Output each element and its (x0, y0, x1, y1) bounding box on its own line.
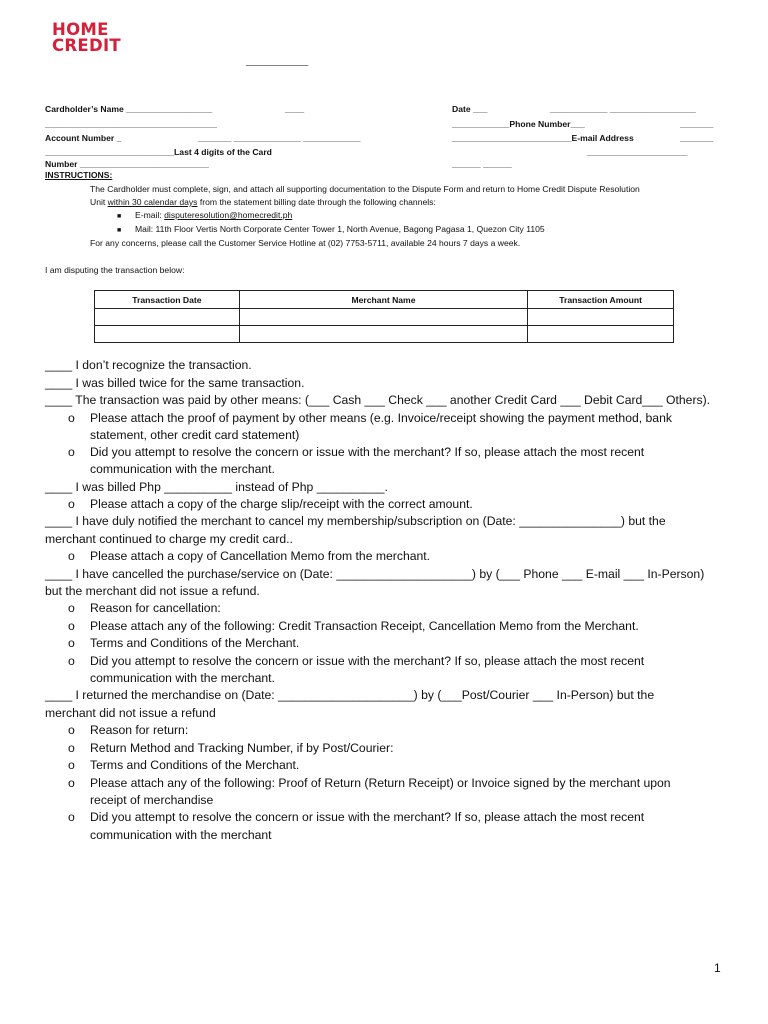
table-row[interactable] (95, 326, 674, 343)
instructions-line-1: The Cardholder must complete, sign, and attach all supporting documentation to the Dispute Form and return to Home Credit Dispute Resolution (90, 184, 640, 194)
email-channel (135, 210, 292, 220)
phone-number-field[interactable]: ____________Phone Number___ (452, 119, 585, 129)
date-blank: ____________ __________________ (550, 104, 696, 114)
circle-bullet-icon: o (68, 758, 75, 772)
logo-line-1: HOME (52, 20, 109, 39)
account-number-blank: _______ ______________ ____________ (198, 133, 361, 143)
email-address-field[interactable]: _________________________E-mail Address (452, 133, 634, 143)
email-channel-label: E-mail: (135, 210, 165, 220)
proof-of-payment-note-cont: statement, other credit card statement) (90, 428, 300, 442)
date-field[interactable]: Date ___ (452, 104, 488, 114)
proof-of-return-note-cont: receipt of merchandise (90, 793, 214, 807)
option-cancelled-purchase-cont: but the merchant did not issue a refund. (45, 584, 260, 598)
dispute-email-link[interactable]: disputeresolution@homecredit.ph (164, 210, 293, 220)
account-number-field[interactable]: Account Number _ (45, 133, 122, 143)
terms-conditions-note-2: Terms and Conditions of the Merchant. (90, 758, 300, 772)
proof-of-payment-note: Please attach the proof of payment by other means (e.g. Invoice/receipt showing the payment method, bank (90, 411, 672, 425)
square-bullet-icon: ■ (117, 227, 122, 234)
transaction-table (94, 290, 674, 343)
table-cell[interactable] (528, 326, 674, 343)
instructions-line-2-end: from the statement billing date through the following channels: (197, 197, 436, 207)
circle-bullet-icon: o (68, 810, 75, 824)
option-returned-merchandise-cont: merchant did not issue a refund (45, 706, 216, 720)
tracking-number-field[interactable]: Return Method and Tracking Number, if by Post/Courier: (90, 741, 394, 755)
resolve-attempt-note-3: Did you attempt to resolve the concern or issue with the merchant? If so, please attach the most recent (90, 810, 645, 824)
circle-bullet-icon: o (68, 776, 75, 790)
reason-return-field[interactable]: Reason for return: (90, 723, 189, 737)
instructions-heading: INSTRUCTIONS: (45, 170, 113, 180)
resolve-attempt-note-3-cont: communication with the merchant (90, 828, 272, 842)
hotline-line: For any concerns, please call the Customer Service Hotline at (02) 7753-5711, available 24 hours 7 days a week. (90, 238, 521, 248)
table-cell[interactable] (95, 326, 240, 343)
terms-conditions-note: Terms and Conditions of the Merchant. (90, 636, 300, 650)
circle-bullet-icon: o (68, 411, 75, 425)
table-row[interactable] (95, 309, 674, 326)
page-number: 1 (714, 961, 721, 975)
instructions-line-2-start: Unit (90, 197, 108, 207)
option-billed-amount[interactable]: ____ I was billed Php __________ instead of Php __________. (45, 480, 388, 494)
col-transaction-date: Transaction Date (95, 291, 240, 309)
circle-bullet-icon: o (68, 601, 75, 615)
reason-cancellation-field[interactable]: Reason for cancellation: (90, 601, 221, 615)
circle-bullet-icon: o (68, 636, 75, 650)
resolve-attempt-note: Did you attempt to resolve the concern or issue with the merchant? If so, please attach the most recent (90, 445, 645, 459)
option-membership-cancel-cont: merchant continued to charge my credit card.. (45, 532, 293, 546)
cardholder-name-field[interactable]: Cardholder’s Name __________________ (45, 104, 213, 114)
option-not-recognized[interactable]: ____ I don’t recognize the transaction. (45, 358, 252, 372)
col-merchant-name: Merchant Name (239, 291, 527, 309)
circle-bullet-icon: o (68, 741, 75, 755)
charge-slip-note: Please attach a copy of the charge slip/receipt with the correct amount. (90, 497, 473, 511)
resolve-attempt-note-2-cont: communication with the merchant. (90, 671, 275, 685)
table-cell[interactable] (95, 309, 240, 326)
deadline-text: within 30 calendar days (107, 197, 198, 207)
logo-line-2: CREDIT (52, 36, 121, 55)
extra-blank: ______ ______ (452, 159, 512, 169)
instructions-line-2 (90, 197, 436, 207)
mail-channel: Mail: 11th Floor Vertis North Corporate Center Tower 1, North Avenue, Bagong Pagasa 1, Quezon City 1105 (135, 224, 545, 234)
circle-bullet-icon: o (68, 619, 75, 633)
option-membership-cancel[interactable]: ____ I have duly notified the merchant to cancel my membership/subscription on (Date: _______________) but the (45, 514, 666, 528)
cardholder-name-blank: ____________________________________ (45, 119, 218, 129)
header-blank: ____ (285, 104, 305, 114)
resolve-attempt-note-cont: communication with the merchant. (90, 462, 275, 476)
circle-bullet-icon: o (68, 445, 75, 459)
table-cell[interactable] (239, 326, 527, 343)
table-cell[interactable] (528, 309, 674, 326)
square-bullet-icon: ■ (117, 213, 122, 220)
proof-of-return-note: Please attach any of the following: Proof of Return (Return Receipt) or Invoice signed by the merchant upon (90, 776, 671, 790)
home-credit-logo (52, 22, 121, 54)
option-paid-other-means[interactable]: ____ The transaction was paid by other means: (___ Cash ___ Check ___ another Credit Card ___ Debit Card___ Others). (45, 393, 711, 407)
email-blank-2: _____________________ (587, 147, 688, 157)
last-4-digits-field[interactable]: ___________________________Last 4 digits of the Card (45, 147, 272, 157)
circle-bullet-icon: o (68, 549, 75, 563)
circle-bullet-icon: o (68, 654, 75, 668)
cancellation-memo-note: Please attach a copy of Cancellation Memo from the merchant. (90, 549, 431, 563)
col-transaction-amount: Transaction Amount (528, 291, 674, 309)
credit-receipt-note: Please attach any of the following: Credit Transaction Receipt, Cancellation Memo from the Merchant. (90, 619, 639, 633)
option-returned-merchandise[interactable]: ____ I returned the merchandise on (Date: ____________________) by (___Post/Courier ___ In-Person) but the (45, 688, 655, 702)
disputing-label: I am disputing the transaction below: (45, 265, 185, 275)
title-blank: _____________ (246, 56, 309, 66)
circle-bullet-icon: o (68, 723, 75, 737)
table-header-row (95, 291, 674, 309)
option-billed-twice[interactable]: ____ I was billed twice for the same transaction. (45, 376, 305, 390)
email-blank: _______ (680, 133, 714, 143)
option-cancelled-purchase[interactable]: ____ I have cancelled the purchase/service on (Date: ____________________) by (___ Phone ___ E-mail ___ In-Person) (45, 567, 705, 581)
phone-blank: _______ (680, 119, 714, 129)
circle-bullet-icon: o (68, 497, 75, 511)
table-cell[interactable] (239, 309, 527, 326)
resolve-attempt-note-2: Did you attempt to resolve the concern or issue with the merchant? If so, please attach the most recent (90, 654, 645, 668)
card-number-field[interactable]: Number ___________________________ (45, 159, 209, 169)
